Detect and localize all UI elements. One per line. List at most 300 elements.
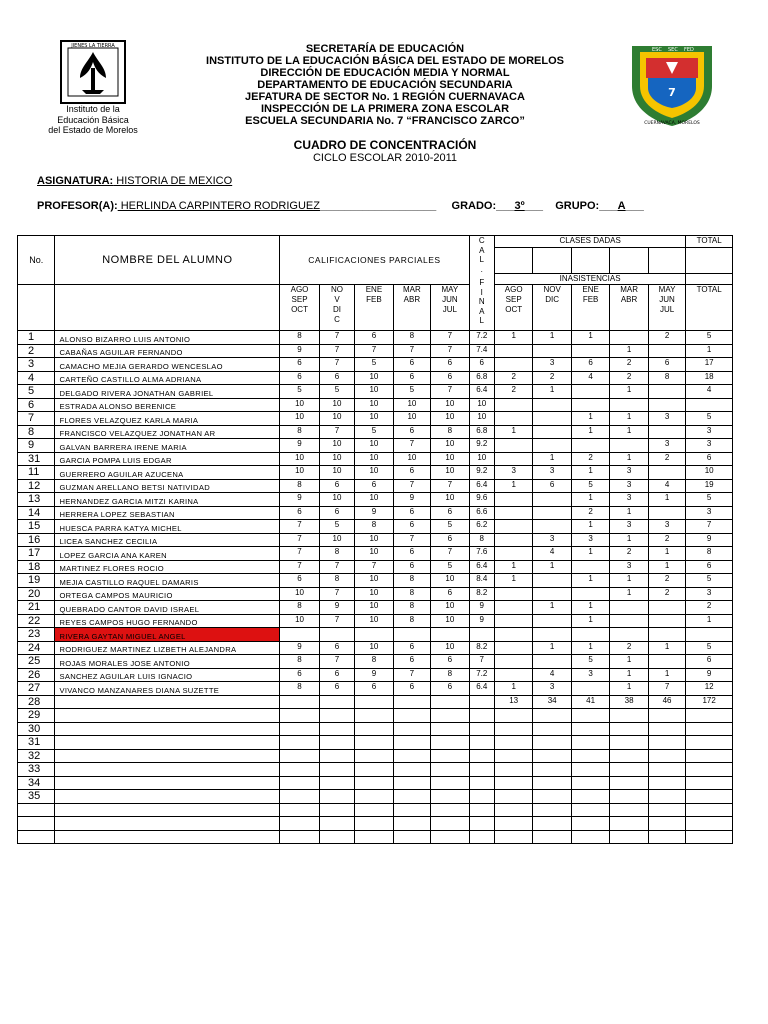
partial-grade: 7 — [431, 547, 469, 561]
partial-grade — [355, 736, 393, 750]
absence-count — [533, 412, 571, 426]
absence-count: 2 — [571, 506, 609, 520]
absence-total — [686, 722, 733, 736]
partial-grade: 6 — [393, 641, 430, 655]
absence-count: 6 — [648, 358, 685, 372]
absence-count: 1 — [533, 560, 571, 574]
partial-grade: 6 — [393, 655, 430, 669]
absence-total — [686, 763, 733, 777]
absence-count — [494, 803, 532, 817]
partial-grade — [280, 749, 319, 763]
group-value: A — [617, 200, 626, 212]
absence-count: 1 — [648, 668, 685, 682]
absence-count — [533, 763, 571, 777]
partial-grade: 8 — [280, 601, 319, 615]
partial-grade: 6 — [393, 520, 430, 534]
absence-count — [571, 709, 609, 723]
absence-count — [533, 344, 571, 358]
caption-line: Instituto de la — [66, 104, 120, 114]
header-line: SECRETARÍA DE EDUCACIÓN — [305, 43, 465, 55]
absence-count — [494, 398, 532, 412]
absence-count: 38 — [610, 695, 648, 709]
school-year: CICLO ESCOLAR 2010-2011 — [312, 152, 458, 164]
partial-grade: 6 — [319, 506, 354, 520]
period-line: DIC — [545, 295, 560, 304]
absence-count — [494, 587, 532, 601]
partial-grade: 10 — [280, 398, 319, 412]
period-line: ENE — [365, 285, 383, 294]
student-name: LOPEZ GARCIA ANA KAREN — [55, 547, 280, 561]
absence-total: 4 — [686, 385, 733, 399]
partial-grade: 7 — [431, 479, 469, 493]
partial-grade: 6 — [393, 560, 430, 574]
absence-count — [533, 817, 571, 831]
absence-count — [494, 614, 532, 628]
absence-count: 1 — [648, 493, 685, 507]
school-shield-icon — [626, 38, 718, 128]
absence-count — [648, 385, 685, 399]
partial-grade: 6 — [280, 574, 319, 588]
absence-count: 13 — [494, 695, 532, 709]
absence-count — [533, 398, 571, 412]
period-header — [280, 285, 319, 331]
teacher-value: HERLINDA CARPINTERO RODRIGUEZ — [117, 200, 320, 212]
final-grade — [469, 803, 494, 817]
absence-total — [686, 790, 733, 804]
absence-count — [571, 722, 609, 736]
row-number: 28 — [18, 695, 55, 709]
absence-count — [494, 830, 532, 844]
partial-grade — [393, 790, 430, 804]
partial-grade: 5 — [431, 560, 469, 574]
partial-grade: 6 — [393, 466, 430, 480]
absence-count: 1 — [610, 587, 648, 601]
absence-count — [610, 331, 648, 345]
absence-count — [494, 506, 532, 520]
partial-grade — [280, 695, 319, 709]
partial-grade: 6 — [319, 479, 354, 493]
teacher-label: PROFESOR(A): — [37, 200, 118, 212]
absence-count — [571, 749, 609, 763]
row-number: 17 — [18, 547, 55, 561]
period-line: OCT — [291, 305, 308, 314]
final-grade — [469, 722, 494, 736]
partial-grade — [319, 817, 354, 831]
absence-count — [571, 560, 609, 574]
table-row — [18, 641, 733, 655]
absence-count: 1 — [571, 466, 609, 480]
absence-total: 5 — [686, 641, 733, 655]
absence-count: 1 — [610, 452, 648, 466]
table-row — [18, 398, 733, 412]
final-grade: 9.6 — [469, 493, 494, 507]
partial-grade — [393, 722, 430, 736]
student-name: ALONSO BIZARRO LUIS ANTONIO — [55, 331, 280, 345]
student-name — [55, 736, 280, 750]
student-name: RIVERA GAYTAN MIGUEL ANGEL — [55, 628, 280, 642]
absence-period-header — [571, 285, 609, 331]
absence-count — [648, 749, 685, 763]
partial-grade: 7 — [355, 560, 393, 574]
absence-count — [533, 709, 571, 723]
partial-grade: 9 — [280, 439, 319, 453]
table-row — [18, 695, 733, 709]
partial-grade: 6 — [393, 425, 430, 439]
absence-count — [610, 749, 648, 763]
absence-count: 4 — [533, 668, 571, 682]
absence-count: 1 — [648, 547, 685, 561]
student-name: QUEBRADO CANTOR DAVID ISRAEL — [55, 601, 280, 615]
row-number: 27 — [18, 682, 55, 696]
partial-grade: 7 — [431, 385, 469, 399]
partial-grade — [355, 628, 393, 642]
absence-count — [494, 344, 532, 358]
absence-count: 2 — [494, 385, 532, 399]
partial-grade: 10 — [431, 574, 469, 588]
table-row — [18, 493, 733, 507]
student-name: CAMACHO MEJIA GERARDO WENCESLAO — [55, 358, 280, 372]
row-number: 12 — [18, 479, 55, 493]
student-name: GUERRERO AGUILAR AZUCENA — [55, 466, 280, 480]
row-number: 4 — [18, 371, 55, 385]
final-grade: 7.6 — [469, 547, 494, 561]
absence-count — [571, 398, 609, 412]
final-grade — [469, 695, 494, 709]
row-number: 8 — [18, 425, 55, 439]
absence-total: 7 — [686, 520, 733, 534]
period-header — [319, 285, 354, 331]
row-number: 22 — [18, 614, 55, 628]
period-line: MAY — [441, 285, 459, 294]
final-grade: 8 — [469, 533, 494, 547]
student-name: MEJIA CASTILLO RAQUEL DAMARIS — [55, 574, 280, 588]
student-name: RODRIGUEZ MARTINEZ LIZBETH ALEJANDRA — [55, 641, 280, 655]
partial-grade: 10 — [355, 601, 393, 615]
partial-grade: 10 — [355, 641, 393, 655]
final-grade: 10 — [469, 412, 494, 426]
empty-cell — [55, 285, 280, 331]
partial-grade — [431, 830, 469, 844]
period-line: MAY — [658, 285, 676, 294]
student-name: CARTEÑO CASTILLO ALMA ADRIANA — [55, 371, 280, 385]
partial-grade: 7 — [393, 668, 430, 682]
partial-grade: 6 — [431, 358, 469, 372]
student-name: ORTEGA CAMPOS MAURICIO — [55, 587, 280, 601]
absence-count — [648, 466, 685, 480]
partial-grade: 10 — [431, 614, 469, 628]
absence-count: 1 — [610, 425, 648, 439]
row-number: 31 — [18, 452, 55, 466]
partial-grade — [355, 763, 393, 777]
row-number: 31 — [18, 736, 55, 750]
absence-total: 3 — [686, 506, 733, 520]
absence-count: 3 — [533, 682, 571, 696]
partial-grade: 6 — [431, 682, 469, 696]
final-grade: 7.2 — [469, 331, 494, 345]
row-number: 3 — [18, 358, 55, 372]
partial-grade: 7 — [319, 614, 354, 628]
partial-grade: 8 — [280, 479, 319, 493]
shield-lettering: CUERNAVACA, MORELOS — [644, 121, 700, 126]
partial-grade — [319, 736, 354, 750]
absence-count — [494, 628, 532, 642]
absence-count: 6 — [571, 358, 609, 372]
partial-grade — [280, 722, 319, 736]
period-line: C — [334, 315, 340, 324]
period-header — [431, 285, 469, 331]
absence-count: 2 — [648, 331, 685, 345]
partial-grade: 7 — [319, 560, 354, 574]
student-name — [55, 722, 280, 736]
absence-total — [686, 749, 733, 763]
partial-grade: 8 — [280, 682, 319, 696]
partial-grade: 9 — [319, 601, 354, 615]
empty-cell — [18, 285, 55, 331]
absence-total: 3 — [686, 439, 733, 453]
absence-count — [533, 493, 571, 507]
absence-count — [648, 830, 685, 844]
col-header-partial-grades: CALIFICACIONES PARCIALES — [280, 236, 469, 285]
header-line: ESCUELA SECUNDARIA No. 7 “FRANCISCO ZARCO” — [245, 115, 525, 127]
absence-count — [610, 790, 648, 804]
student-name: FRANCISCO VELAZQUEZ JONATHAN AR — [55, 425, 280, 439]
partial-grade: 8 — [393, 331, 430, 345]
partial-grade — [431, 776, 469, 790]
period-line: JUN — [442, 295, 458, 304]
col-header-absences: INASISTENCIAS — [494, 274, 685, 285]
row-number: 9 — [18, 439, 55, 453]
absence-count — [648, 790, 685, 804]
partial-grade: 10 — [355, 466, 393, 480]
ieb-seal-icon — [58, 38, 128, 106]
partial-grade: 6 — [319, 371, 354, 385]
final-grade: 10 — [469, 398, 494, 412]
partial-grade: 8 — [393, 587, 430, 601]
final-grade: 9.2 — [469, 439, 494, 453]
row-number: 32 — [18, 749, 55, 763]
absence-total — [686, 736, 733, 750]
absence-count — [610, 398, 648, 412]
partial-grade — [393, 803, 430, 817]
partial-grade — [319, 695, 354, 709]
table-row — [18, 763, 733, 777]
absence-count: 1 — [610, 533, 648, 547]
absence-count: 2 — [494, 371, 532, 385]
partial-grade — [431, 790, 469, 804]
partial-grade: 10 — [431, 601, 469, 615]
period-line: AGO — [504, 285, 523, 294]
partial-grade: 6 — [393, 358, 430, 372]
absence-count — [494, 776, 532, 790]
absence-total: 8 — [686, 547, 733, 561]
table-row — [18, 709, 733, 723]
partial-grade: 5 — [355, 425, 393, 439]
student-name — [55, 803, 280, 817]
shield-lettering: FED — [684, 47, 694, 53]
final-grade: 9 — [469, 614, 494, 628]
partial-grade: 5 — [319, 520, 354, 534]
absence-total: 18 — [686, 371, 733, 385]
absence-count — [494, 709, 532, 723]
final-grade — [469, 790, 494, 804]
grades-table — [17, 235, 733, 844]
period-line: JUL — [442, 305, 457, 314]
partial-grade: 6 — [280, 371, 319, 385]
absence-count: 2 — [610, 371, 648, 385]
partial-grade: 10 — [280, 466, 319, 480]
absence-count: 1 — [533, 641, 571, 655]
absence-count — [648, 614, 685, 628]
absence-count — [494, 520, 532, 534]
grade-label: GRADO: — [451, 200, 497, 212]
absence-count: 1 — [610, 344, 648, 358]
absence-total: 12 — [686, 682, 733, 696]
vert-char: F — [479, 278, 485, 287]
period-line: OCT — [505, 305, 523, 314]
subject-line — [37, 175, 232, 187]
absence-total: 17 — [686, 358, 733, 372]
partial-grade — [431, 817, 469, 831]
partial-grade — [280, 830, 319, 844]
row-number: 7 — [18, 412, 55, 426]
partial-grade: 8 — [355, 655, 393, 669]
period-line: ABR — [403, 295, 421, 304]
grade-blank: ___ — [496, 200, 515, 212]
partial-grade: 8 — [280, 331, 319, 345]
partial-grade: 5 — [355, 358, 393, 372]
absence-count: 1 — [610, 682, 648, 696]
partial-grade — [355, 803, 393, 817]
partial-grade: 10 — [319, 533, 354, 547]
absence-count: 1 — [571, 601, 609, 615]
table-row — [18, 749, 733, 763]
partial-grade — [319, 722, 354, 736]
absence-count — [648, 506, 685, 520]
group-label: GRUPO: — [555, 200, 600, 212]
partial-grade — [319, 763, 354, 777]
period-line: FEB — [366, 295, 382, 304]
partial-grade — [355, 790, 393, 804]
partial-grade: 9 — [355, 668, 393, 682]
partial-grade: 10 — [319, 439, 354, 453]
table-row — [18, 830, 733, 844]
absence-count — [533, 520, 571, 534]
partial-grade — [393, 763, 430, 777]
partial-grade — [393, 695, 430, 709]
empty-cell — [571, 248, 609, 274]
partial-grade: 7 — [393, 479, 430, 493]
partial-grade: 6 — [319, 682, 354, 696]
partial-grade — [355, 722, 393, 736]
absence-total: 9 — [686, 533, 733, 547]
row-number: 15 — [18, 520, 55, 534]
col-header-no: No. — [18, 236, 55, 285]
student-name — [55, 817, 280, 831]
partial-grade: 10 — [319, 412, 354, 426]
absence-count: 1 — [494, 682, 532, 696]
absence-total: 2 — [686, 601, 733, 615]
absence-count: 1 — [571, 520, 609, 534]
student-name: ESTRADA ALONSO BERENICE — [55, 398, 280, 412]
partial-grade — [319, 749, 354, 763]
vert-char: I — [480, 287, 483, 297]
partial-grade: 7 — [393, 344, 430, 358]
row-number — [18, 817, 55, 831]
absence-count — [533, 803, 571, 817]
partial-grade: 7 — [319, 655, 354, 669]
table-row — [18, 371, 733, 385]
absence-count: 3 — [494, 466, 532, 480]
absence-count — [571, 776, 609, 790]
student-name — [55, 763, 280, 777]
absence-count: 1 — [533, 331, 571, 345]
period-line: JUN — [659, 295, 675, 304]
absence-count: 2 — [648, 533, 685, 547]
final-grade — [469, 736, 494, 750]
table-row — [18, 533, 733, 547]
partial-grade: 10 — [355, 614, 393, 628]
final-grade: 10 — [469, 452, 494, 466]
partial-grade — [431, 763, 469, 777]
table-row — [18, 412, 733, 426]
ieb-logo-caption — [34, 104, 152, 136]
absence-count: 2 — [610, 358, 648, 372]
shield-lettering: SEC — [668, 47, 678, 53]
absence-count — [610, 803, 648, 817]
col-header-name: NOMBRE DEL ALUMNO — [55, 236, 280, 285]
absence-total: 5 — [686, 331, 733, 345]
absence-count — [494, 641, 532, 655]
vert-char: N — [478, 297, 485, 306]
partial-grade: 10 — [355, 574, 393, 588]
partial-grade: 10 — [280, 412, 319, 426]
absence-count — [648, 763, 685, 777]
table-row — [18, 344, 733, 358]
partial-grade: 10 — [393, 398, 430, 412]
absence-count: 1 — [571, 412, 609, 426]
absence-count — [648, 803, 685, 817]
final-grade: 7.2 — [469, 668, 494, 682]
final-grade — [469, 749, 494, 763]
row-number: 30 — [18, 722, 55, 736]
student-name: SANCHEZ AGUILAR LUIS IGNACIO — [55, 668, 280, 682]
absence-count: 3 — [648, 412, 685, 426]
absence-count — [494, 452, 532, 466]
absence-count — [648, 722, 685, 736]
final-grade: 6.6 — [469, 506, 494, 520]
student-name: DELGADO RIVERA JONATHAN GABRIEL — [55, 385, 280, 399]
absence-total: 6 — [686, 655, 733, 669]
student-name: HERNANDEZ GARCIA MITZI KARINA — [55, 493, 280, 507]
partial-grade — [280, 817, 319, 831]
absence-count — [610, 614, 648, 628]
partial-grade: 6 — [393, 371, 430, 385]
subject-label: ASIGNATURA: — [37, 175, 114, 187]
final-grade: 8.4 — [469, 574, 494, 588]
partial-grade: 7 — [280, 547, 319, 561]
final-grade: 6.8 — [469, 371, 494, 385]
absence-total: 1 — [686, 614, 733, 628]
final-grade: 6.4 — [469, 385, 494, 399]
absence-count — [494, 668, 532, 682]
final-grade: 6 — [469, 358, 494, 372]
student-name — [55, 776, 280, 790]
teacher-line — [37, 200, 644, 212]
absence-count: 1 — [571, 493, 609, 507]
partial-grade — [393, 749, 430, 763]
absence-count: 2 — [533, 371, 571, 385]
partial-grade — [355, 776, 393, 790]
